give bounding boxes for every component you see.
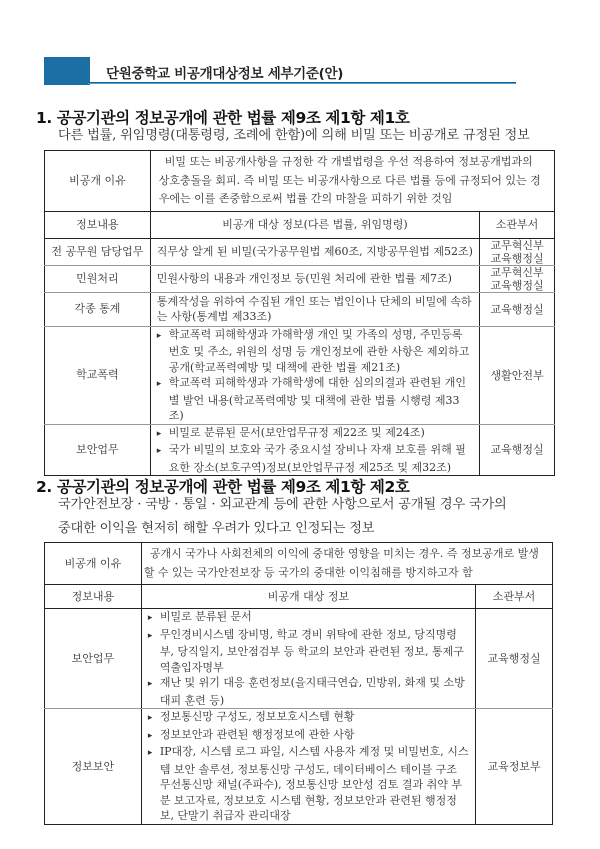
dept-name: 교육행정실: [490, 278, 544, 292]
bullet-item: ▸ 학교폭력 피해학생과 가해학생 개인 및 가족의 성명, 주민등록 번호 및 주소, 위원의 성명 등 개인정보에 관한 사항은 제외하고 공개(학교폭력예방 및 대책에 관한 법률 제21조): [157, 327, 473, 376]
dept-name: 교무혁신부: [490, 238, 544, 252]
bullet-item: ▸ 국가 비밀의 보호와 국가 중요시설 장비나 자재 보호를 위해 필요한 장소(보호구역)정보(보안업무규정 제25조 및 제32조): [157, 442, 473, 475]
bullet-item: ▸ IP대장, 시스템 로그 파일, 시스템 사용자 계정 및 비밀번호, 시스템 보안 솔루션, 정보통신망 구성도, 데이터베이스 테이블 구조 무선통신망 채널(주파수), 정보통신망 보안성 검토 결과 취약 부분 보고자료, 정보보호 시스템 현황, 정보보안과 관련된 행정정보, 단말기 취급자 관리대장: [148, 744, 469, 824]
section-1-table: [44, 150, 555, 476]
row-category: 각종 통계: [45, 292, 151, 326]
header-info: 비공개 대상 정보: [141, 585, 475, 609]
table-row: [45, 424, 555, 476]
reason-text: 공개시 국가나 사회전체의 이익에 중대한 영향을 미치는 경우. 즉 정보공개로 발생할 수 있는 국가안전보장 등 국가의 중대한 이익침해를 방지하고자 함: [141, 543, 552, 585]
row-info: [150, 424, 479, 476]
section-1-description-line: 다른 법률, 위임명령(대통령령, 조례에 한함)에 의해 비밀 또는 비공개로 규정된 정보: [58, 128, 530, 143]
row-info: 통계작성을 위하여 수집된 개인 또는 법인이나 단체의 비밀에 속하는 사항(통계법 제33조): [150, 292, 479, 326]
header-dept: 소관부서: [480, 211, 555, 238]
row-dept: [480, 265, 555, 292]
header-category: 정보내용: [45, 211, 151, 238]
header-info: 비공개 대상 정보(다른 법률, 위임명령): [150, 211, 479, 238]
header-underline: [88, 82, 516, 84]
row-category: 정보보안: [45, 709, 142, 825]
reason-label: 비공개 이유: [45, 151, 151, 212]
table-header-row: [45, 585, 553, 609]
row-category: 보안업무: [45, 424, 151, 476]
document-title: 단원중학교 비공개대상정보 세부기준(안): [106, 66, 344, 82]
table-header-row: [45, 211, 555, 238]
row-dept: 교육행정실: [480, 424, 555, 476]
row-info: [141, 709, 475, 825]
section-1-description: [58, 124, 530, 148]
section-2-description-line: 국가안전보장 · 국방 · 통일 · 외교관계 등에 관한 사항으로서 공개될 경우 국가의: [58, 497, 507, 512]
dept-name: 교무혁신부: [490, 265, 544, 279]
row-category: 민원처리: [45, 265, 151, 292]
table-row: [45, 709, 553, 825]
bullet-item: ▸ 비밀로 분류된 문서: [148, 609, 469, 627]
reason-text: 비밀 또는 비공개사항을 규정한 각 개별법령을 우선 적용하여 정보공개법과의 상호충돌을 회피. 즉 비밀 또는 비공개사항으로 다른 법률 등에 규정되어 있는 경우에는 이를 존중함으로써 법률 간의 마찰을 피하기 위한 것임: [150, 151, 554, 212]
row-dept: [480, 238, 555, 265]
row-dept: 교육행정실: [480, 292, 555, 326]
table-row: [45, 238, 555, 265]
reason-row: [45, 543, 553, 585]
row-category: 학교폭력: [45, 326, 151, 424]
section-2-description-line: 중대한 이익을 현저히 해할 우려가 있다고 인정되는 정보: [58, 521, 375, 536]
dept-name: 교육행정실: [490, 251, 544, 265]
header-dept: 소관부서: [476, 585, 553, 609]
section-2-table: [44, 542, 553, 825]
table-row: [45, 609, 553, 709]
table-row: [45, 265, 555, 292]
row-dept: 교육정보부: [476, 709, 553, 825]
bullet-item: ▸ 정보통신망 구성도, 정보보호시스템 현황: [148, 709, 469, 727]
bullet-item: ▸ 재난 및 위기 대응 훈련정보(을지태극연습, 민방위, 화재 및 소방대피 훈련 등): [148, 675, 469, 708]
reason-label: 비공개 이유: [45, 543, 142, 585]
table-row: [45, 326, 555, 424]
header-accent-block: [44, 57, 90, 85]
row-info: [141, 609, 475, 709]
section-2-title: 2. 공공기관의 정보공개에 관한 법률 제9조 제1항 제2호: [36, 478, 410, 496]
row-info: 민원사항의 내용과 개인정보 등(민원 처리에 관한 법률 제7조): [150, 265, 479, 292]
bullet-item: ▸ 비밀로 분류된 문서(보안업무규정 제22조 및 제24조): [157, 425, 473, 443]
row-category: 보안업무: [45, 609, 142, 709]
bullet-item: ▸ 학교폭력 피해학생과 가해학생에 대한 심의의결과 관련된 개인별 발언 내용(학교폭력예방 및 대책에 관한 법률 시행령 제33조): [157, 375, 473, 424]
section-1-title: 1. 공공기관의 정보공개에 관한 법률 제9조 제1항 제1호: [36, 109, 410, 127]
row-category: 전 공무원 담당업무: [45, 238, 151, 265]
bullet-item: ▸ 무인경비시스템 장비명, 학교 경비 위탁에 관한 정보, 당직명령부, 당직일지, 보안점검부 등 학교의 보안과 관련된 정보, 통제구역출입자명부: [148, 627, 469, 676]
reason-row: [45, 151, 555, 212]
section-2-description: [58, 493, 507, 541]
row-dept: 생활안전부: [480, 326, 555, 424]
row-info: [150, 326, 479, 424]
bullet-item: ▸ 정보보안과 관련된 행정정보에 관한 사항: [148, 727, 469, 745]
table-row: [45, 292, 555, 326]
header-category: 정보내용: [45, 585, 142, 609]
row-info: 직무상 알게 된 비밀(국가공무원법 제60조, 지방공무원법 제52조): [150, 238, 479, 265]
row-dept: 교육행정실: [476, 609, 553, 709]
